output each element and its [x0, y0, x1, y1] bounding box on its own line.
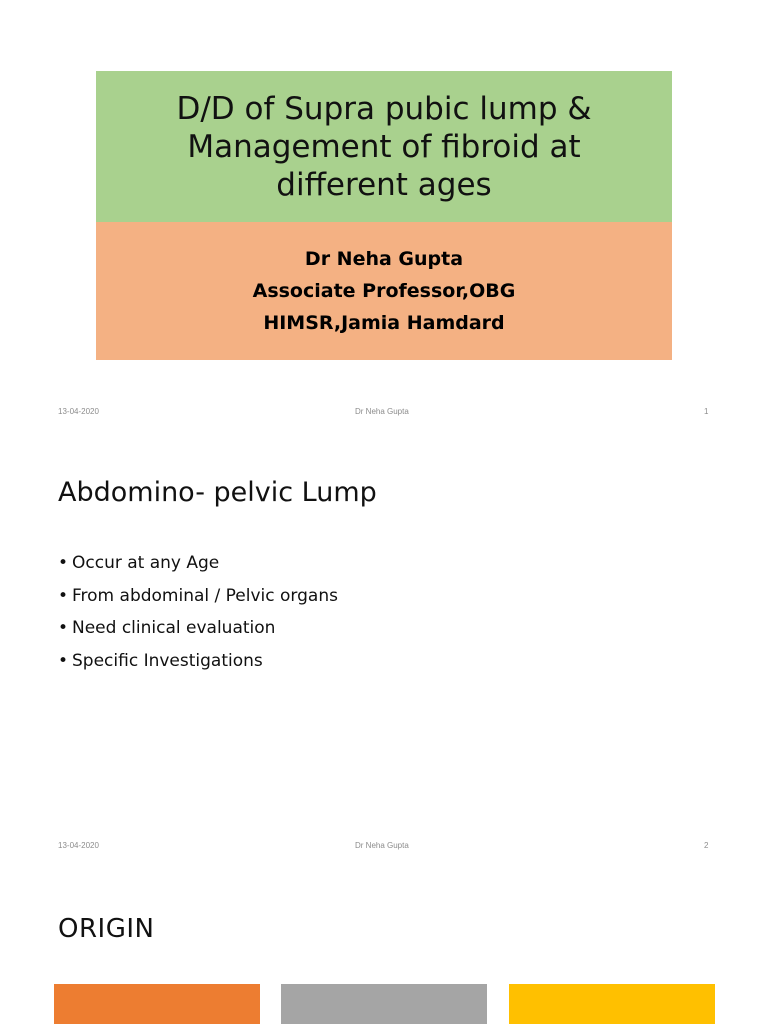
bullet-icon: •	[58, 553, 69, 573]
origin-box-orange	[54, 984, 260, 1024]
slide-2	[0, 432, 768, 864]
list-item: • From abdominal / Pelvic organs	[58, 580, 338, 613]
author-box	[96, 222, 672, 360]
slide-heading: Abdomino- pelvic Lump	[58, 477, 377, 508]
slide-1	[0, 0, 768, 432]
author-institution: HIMSR,Jamia Hamdard	[263, 312, 505, 334]
author-name: Dr Neha Gupta	[304, 248, 464, 270]
title-box	[96, 71, 672, 222]
slide-3	[0, 864, 768, 1024]
list-item: • Occur at any Age	[58, 547, 338, 580]
footer-page-number: 2	[704, 841, 709, 850]
list-item: • Need clinical evaluation	[58, 612, 338, 645]
bullet-icon: •	[58, 618, 69, 638]
footer-page-number: 1	[704, 407, 709, 416]
bullet-icon: •	[58, 650, 69, 671]
author-designation: Associate Professor,OBG	[252, 280, 516, 302]
footer-date: 13-04-2020	[58, 841, 99, 850]
bullet-icon: •	[58, 585, 69, 606]
footer-date: 13-04-2020	[58, 407, 99, 416]
origin-box-yellow	[509, 984, 715, 1024]
bullet-list	[58, 547, 338, 677]
footer-author: Dr Neha Gupta	[355, 407, 409, 416]
origin-box-gray	[281, 984, 487, 1024]
slide-heading: ORIGIN	[58, 914, 155, 944]
slide-title: D/D of Supra pubic lump & Management of fibroid at different ages	[176, 90, 592, 203]
footer-author: Dr Neha Gupta	[355, 841, 409, 850]
list-item: • Specific Investigations	[58, 645, 338, 678]
